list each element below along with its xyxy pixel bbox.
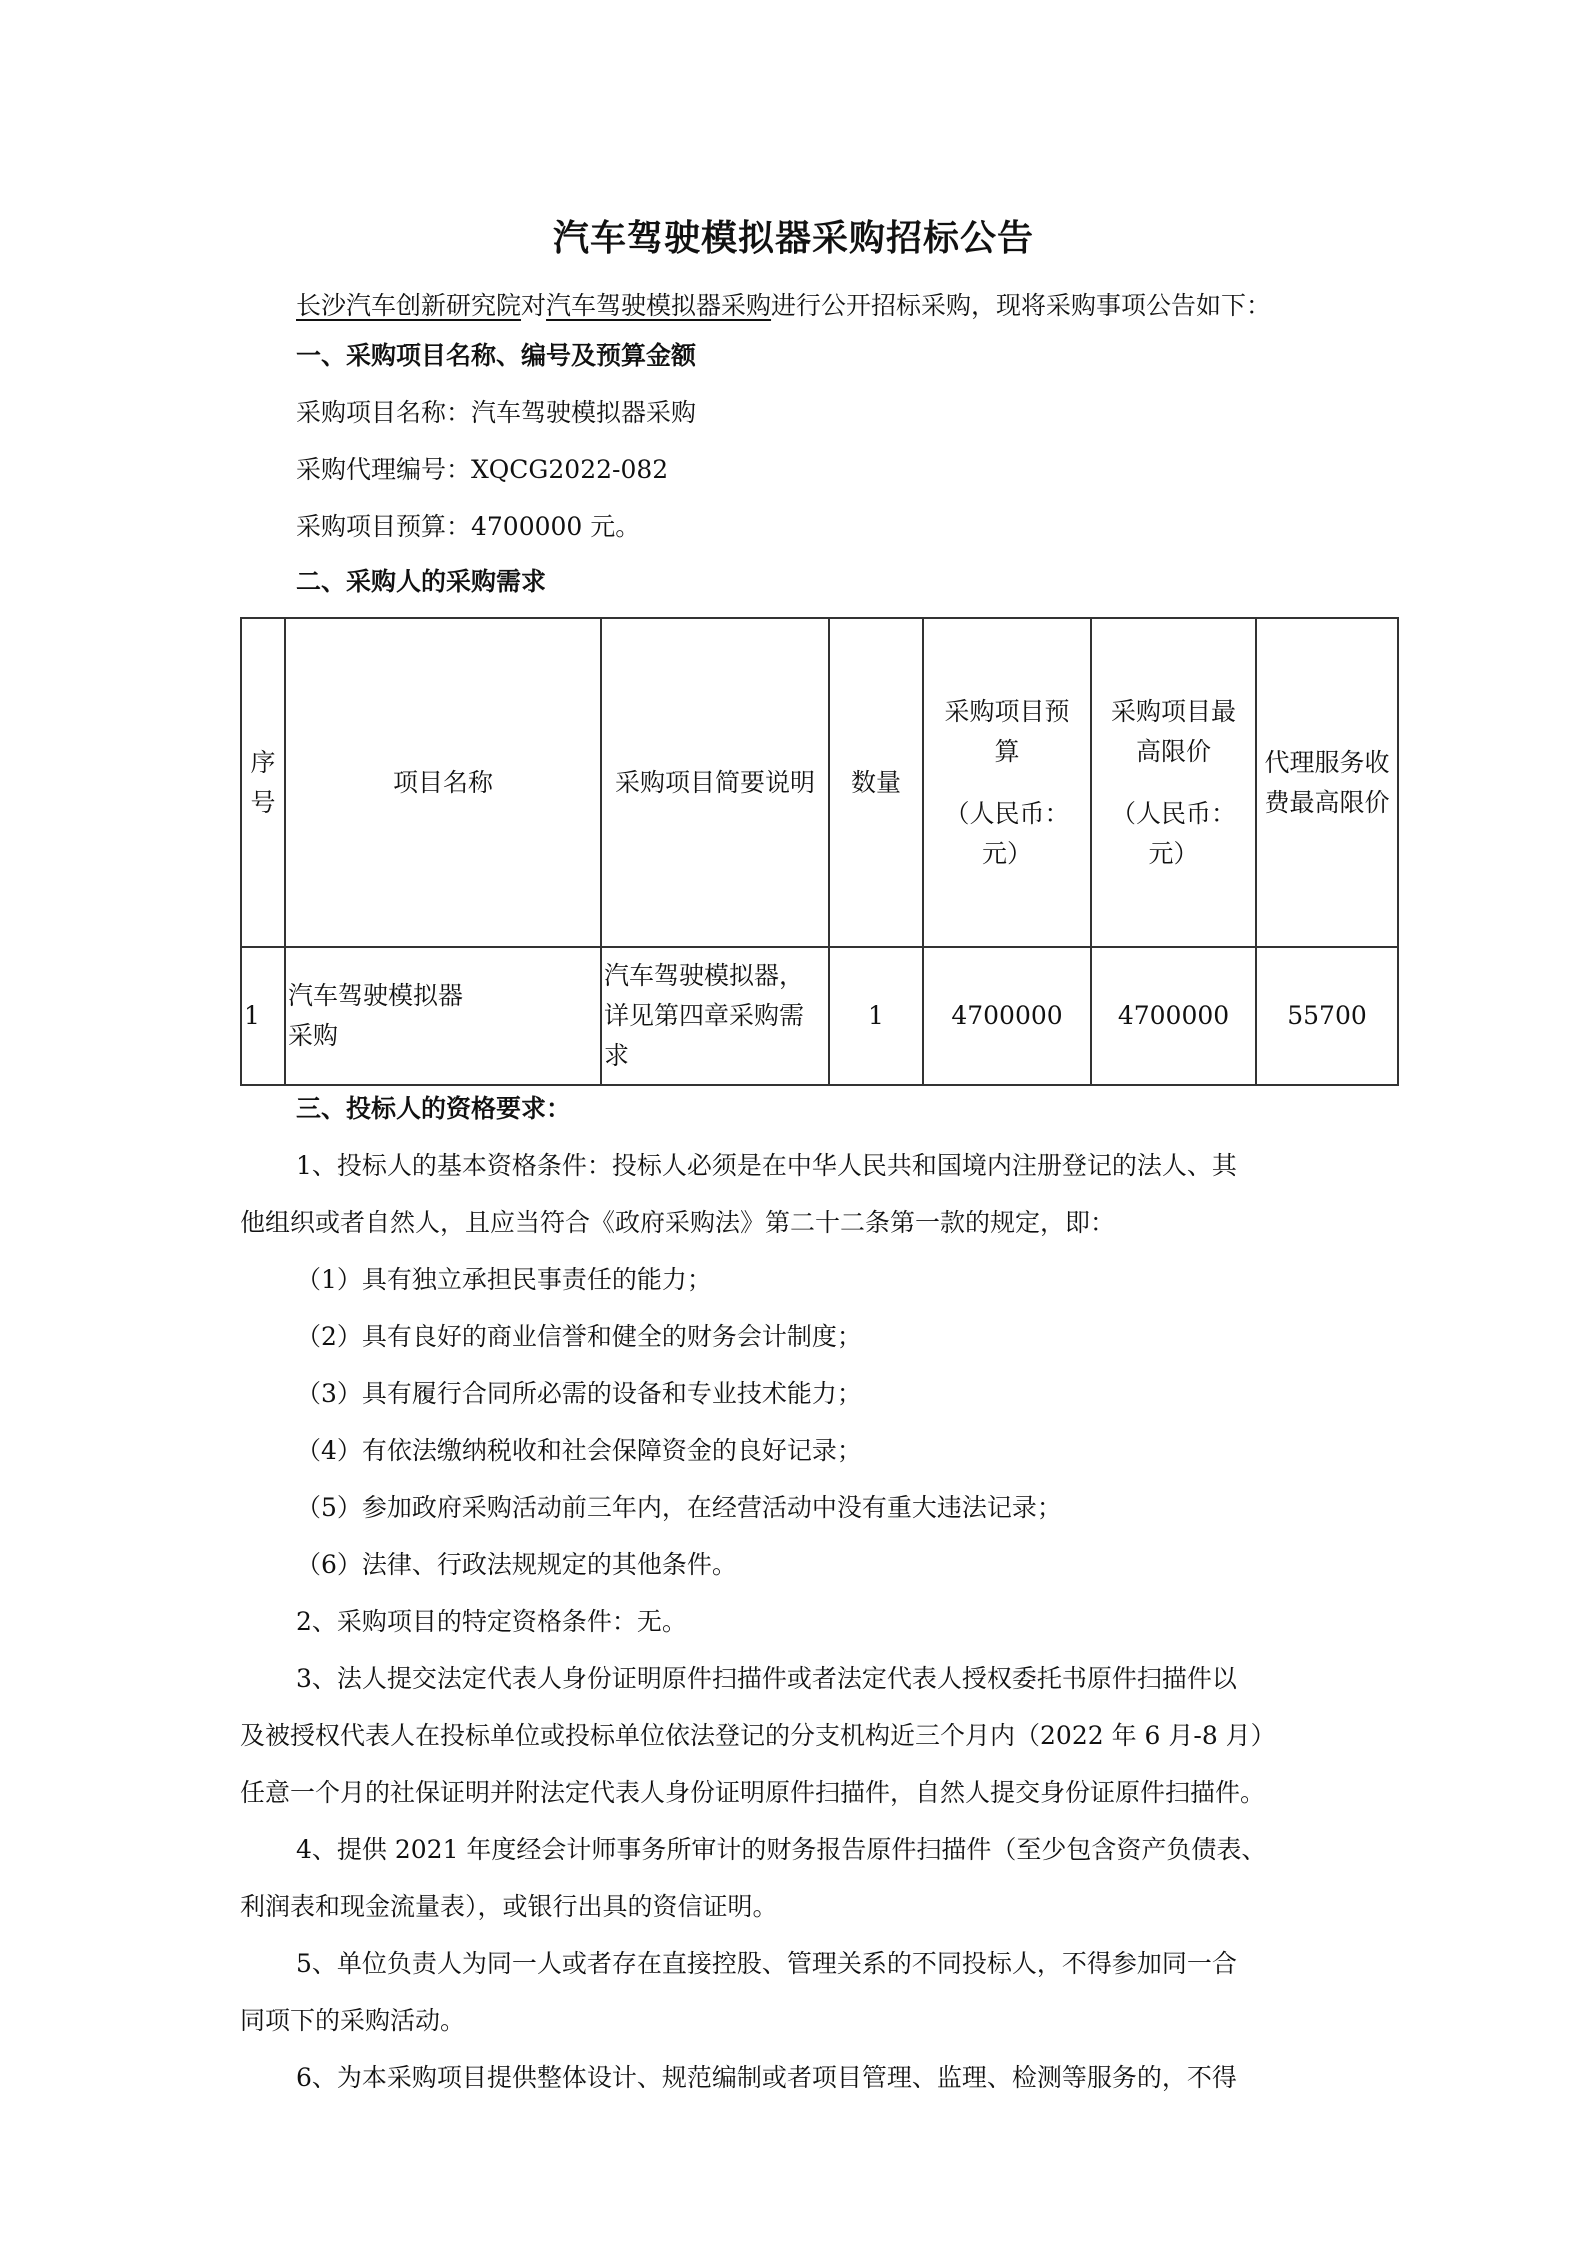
qualification-line: 他组织或者自然人，且应当符合《政府采购法》第二十二条第一款的规定，即： [240, 1208, 1116, 1237]
section2-heading: 二、采购人的采购需求 [296, 567, 547, 596]
qualification-line: （6）法律、行政法规规定的其他条件。 [296, 1550, 737, 1579]
qualification-line: （1）具有独立承担民事责任的能力； [296, 1265, 712, 1294]
qualification-line: 4、提供 2021 年度经会计师事务所审计的财务报告原件扫描件（至少包含资产负债表、 [296, 1835, 1267, 1864]
cell-budget: 4700000 [923, 947, 1091, 1085]
cell-max-price: 4700000 [1091, 947, 1256, 1085]
table-header-row [241, 618, 1398, 947]
qualification-line: 同项下的采购活动。 [240, 2006, 466, 2035]
section1-heading: 一、采购项目名称、编号及预算金额 [296, 341, 697, 370]
header-seq: 序 号 [241, 618, 285, 947]
intro-word: 对 [521, 291, 547, 320]
intro-paragraph [296, 289, 1271, 323]
qualification-line: 5、单位负责人为同一人或者存在直接控股、管理关系的不同投标人，不得参加同一合 [296, 1949, 1237, 1978]
cell-item-name: 汽车驾驶模拟器 采购 [285, 947, 601, 1085]
header-budget: 采购项目预 算 （人民币： 元） [923, 618, 1091, 947]
cell-agency-fee: 55700 [1256, 947, 1398, 1085]
qualification-line: 6、为本采购项目提供整体设计、规范编制或者项目管理、监理、检测等服务的，不得 [296, 2063, 1237, 2092]
qualification-line: 1、投标人的基本资格条件：投标人必须是在中华人民共和国境内注册登记的法人、其 [296, 1151, 1237, 1180]
qualification-line: （5）参加政府采购活动前三年内，在经营活动中没有重大违法记录； [296, 1493, 1062, 1522]
qualification-line: （4）有依法缴纳税收和社会保障资金的良好记录； [296, 1436, 862, 1465]
cell-description: 汽车驾驶模拟器， 详见第四章采购需 求 [601, 947, 829, 1085]
project-name-line: 采购项目名称：汽车驾驶模拟器采购 [296, 398, 697, 427]
qualification-line: 利润表和现金流量表），或银行出具的资信证明。 [240, 1892, 778, 1921]
header-agency-fee: 代理服务收 费最高限价 [1256, 618, 1398, 947]
qualification-line: 2、采购项目的特定资格条件：无。 [296, 1607, 687, 1636]
qualification-line: 3、法人提交法定代表人身份证明原件扫描件或者法定代表人授权委托书原件扫描件以 [296, 1664, 1237, 1693]
header-quantity: 数量 [829, 618, 923, 947]
agency-code-line: 采购代理编号：XQCG2022-082 [296, 455, 669, 484]
intro-rest: 进行公开招标采购，现将采购事项公告如下： [771, 291, 1272, 320]
header-description: 采购项目简要说明 [601, 618, 829, 947]
document-title: 汽车驾驶模拟器采购招标公告 [552, 217, 1034, 259]
procurement-table [240, 617, 1399, 1086]
budget-line: 采购项目预算：4700000 元。 [296, 512, 641, 541]
header-item-name: 项目名称 [285, 618, 601, 947]
project-name-underlined: 汽车驾驶模拟器采购 [546, 291, 772, 320]
qualification-line: （3）具有履行合同所必需的设备和专业技术能力； [296, 1379, 862, 1408]
qualification-line: 及被授权代表人在投标单位或投标单位依法登记的分支机构近三个月内（2022 年 6 月-8 月） [240, 1721, 1276, 1750]
cell-seq: 1 [241, 947, 285, 1085]
table-row [241, 947, 1398, 1085]
cell-quantity: 1 [829, 947, 923, 1085]
purchaser-name: 长沙汽车创新研究院 [296, 291, 522, 320]
qualification-line: （2）具有良好的商业信誉和健全的财务会计制度； [296, 1322, 862, 1351]
header-max-price: 采购项目最 高限价 （人民币： 元） [1091, 618, 1256, 947]
section3-heading: 三、投标人的资格要求： [296, 1094, 572, 1123]
qualification-line: 任意一个月的社保证明并附法定代表人身份证明原件扫描件，自然人提交身份证原件扫描件。 [240, 1778, 1266, 1807]
